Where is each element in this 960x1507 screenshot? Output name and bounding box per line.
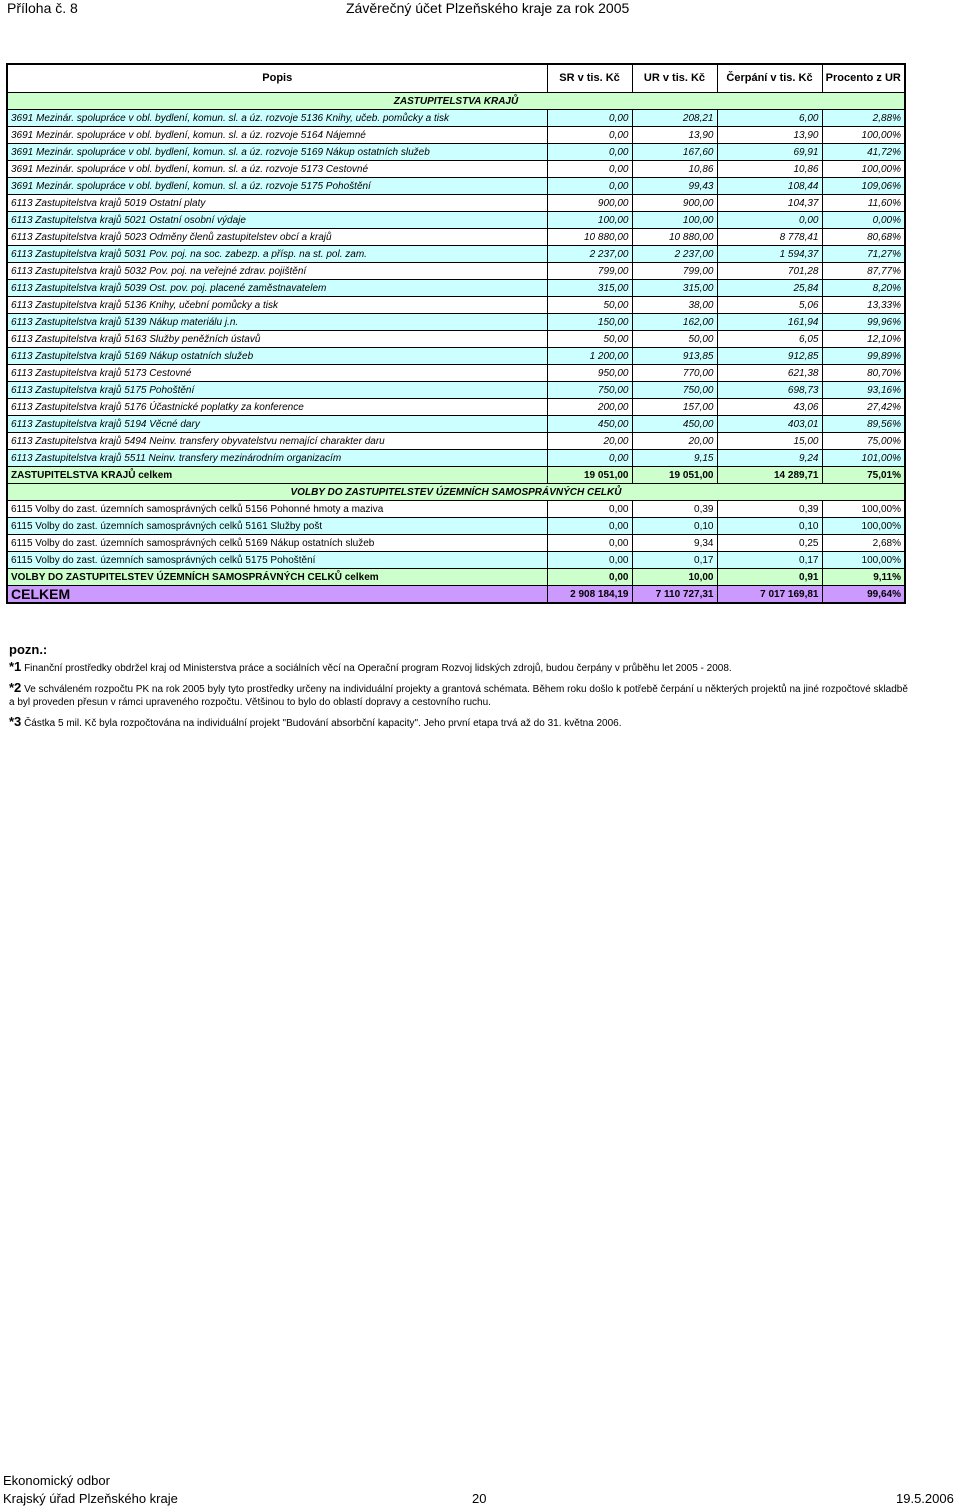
row-cerpani-value: 9,24 bbox=[717, 450, 822, 467]
row-ur-value: 100,00 bbox=[632, 212, 717, 229]
table-row bbox=[7, 144, 905, 161]
row-procento-value: 99,96% bbox=[822, 314, 905, 331]
row-procento-value: 13,33% bbox=[822, 297, 905, 314]
row-description: 6113 Zastupitelstva krajů 5023 Odměny členů zastupitelstev obcí a krajů bbox=[7, 229, 547, 246]
table-row bbox=[7, 212, 905, 229]
row-procento-value: 100,00% bbox=[822, 518, 905, 535]
budget-table bbox=[6, 63, 906, 604]
table-row bbox=[7, 246, 905, 263]
row-cerpani-value: 10,86 bbox=[717, 161, 822, 178]
row-procento-value: 89,56% bbox=[822, 416, 905, 433]
row-procento-value: 99,89% bbox=[822, 348, 905, 365]
note-text: Částka 5 mil. Kč byla rozpočtována na individuální projekt "Budování absorbční kapacity". Jeho první etapa trvá až do 31. května 2006. bbox=[24, 718, 622, 729]
row-description: 6113 Zastupitelstva krajů 5194 Věcné dary bbox=[7, 416, 547, 433]
row-sr-value: 0,00 bbox=[547, 127, 632, 144]
row-sr-value: 799,00 bbox=[547, 263, 632, 280]
row-ur-value: 750,00 bbox=[632, 382, 717, 399]
row-cerpani-value: 8 778,41 bbox=[717, 229, 822, 246]
row-procento-value: 100,00% bbox=[822, 501, 905, 518]
table-row bbox=[7, 178, 905, 195]
row-description: 3691 Mezinár. spolupráce v obl. bydlení, komun. sl. a úz. rozvoje 5164 Nájemné bbox=[7, 127, 547, 144]
row-cerpani-value: 0,17 bbox=[717, 552, 822, 569]
table-row bbox=[7, 416, 905, 433]
row-ur-value: 38,00 bbox=[632, 297, 717, 314]
table-row bbox=[7, 161, 905, 178]
row-description: 6113 Zastupitelstva krajů 5173 Cestovné bbox=[7, 365, 547, 382]
table-row bbox=[7, 127, 905, 144]
row-sr-value: 0,00 bbox=[547, 518, 632, 535]
row-cerpani-value: 104,37 bbox=[717, 195, 822, 212]
row-ur-value: 2 237,00 bbox=[632, 246, 717, 263]
grand-total-row bbox=[7, 586, 905, 604]
row-description: ZASTUPITELSTVA KRAJŮ celkem bbox=[7, 467, 547, 484]
header-attachment: Příloha č. 8 bbox=[7, 0, 78, 16]
row-ur-value: 162,00 bbox=[632, 314, 717, 331]
row-description: 6113 Zastupitelstva krajů 5169 Nákup ostatních služeb bbox=[7, 348, 547, 365]
row-cerpani-value: 6,05 bbox=[717, 331, 822, 348]
row-procento-value: 80,68% bbox=[822, 229, 905, 246]
note-item bbox=[9, 681, 909, 709]
footer-office: Krajský úřad Plzeňského kraje bbox=[3, 1491, 178, 1506]
row-cerpani-value: 0,00 bbox=[717, 212, 822, 229]
table-row bbox=[7, 535, 905, 552]
row-sr-value: 750,00 bbox=[547, 382, 632, 399]
row-description: 6113 Zastupitelstva krajů 5139 Nákup materiálu j.n. bbox=[7, 314, 547, 331]
table-row bbox=[7, 195, 905, 212]
row-ur-value: 770,00 bbox=[632, 365, 717, 382]
row-cerpani-value: 14 289,71 bbox=[717, 467, 822, 484]
row-ur-value: 157,00 bbox=[632, 399, 717, 416]
row-procento-value: 101,00% bbox=[822, 450, 905, 467]
table-row bbox=[7, 110, 905, 127]
row-procento-value: 80,70% bbox=[822, 365, 905, 382]
table-row bbox=[7, 501, 905, 518]
table-row bbox=[7, 297, 905, 314]
row-description: 6115 Volby do zast. územních samosprávných celků 5169 Nákup ostatních služeb bbox=[7, 535, 547, 552]
row-description: 6113 Zastupitelstva krajů 5039 Ost. pov. poj. placené zaměstnavatelem bbox=[7, 280, 547, 297]
table-row bbox=[7, 450, 905, 467]
col-header-ur: UR v tis. Kč bbox=[632, 64, 717, 93]
row-cerpani-value: 0,91 bbox=[717, 569, 822, 586]
row-procento-value: 75,01% bbox=[822, 467, 905, 484]
row-sr-value: 900,00 bbox=[547, 195, 632, 212]
row-cerpani-value: 43,06 bbox=[717, 399, 822, 416]
row-procento-value: 109,06% bbox=[822, 178, 905, 195]
row-cerpani-value: 25,84 bbox=[717, 280, 822, 297]
row-cerpani-value: 7 017 169,81 bbox=[717, 586, 822, 604]
row-cerpani-value: 5,06 bbox=[717, 297, 822, 314]
section-header-row bbox=[7, 484, 905, 501]
table-row bbox=[7, 314, 905, 331]
row-cerpani-value: 912,85 bbox=[717, 348, 822, 365]
row-ur-value: 0,10 bbox=[632, 518, 717, 535]
row-ur-value: 19 051,00 bbox=[632, 467, 717, 484]
total-row bbox=[7, 467, 905, 484]
notes-title: pozn.: bbox=[9, 642, 48, 657]
row-cerpani-value: 698,73 bbox=[717, 382, 822, 399]
row-procento-value: 100,00% bbox=[822, 552, 905, 569]
row-sr-value: 950,00 bbox=[547, 365, 632, 382]
row-procento-value: 8,20% bbox=[822, 280, 905, 297]
row-description: 6115 Volby do zast. územních samosprávných celků 5156 Pohonné hmoty a maziva bbox=[7, 501, 547, 518]
row-cerpani-value: 13,90 bbox=[717, 127, 822, 144]
row-sr-value: 0,00 bbox=[547, 569, 632, 586]
row-sr-value: 100,00 bbox=[547, 212, 632, 229]
row-description: 6113 Zastupitelstva krajů 5021 Ostatní osobní výdaje bbox=[7, 212, 547, 229]
note-item bbox=[9, 660, 909, 675]
row-description: 6113 Zastupitelstva krajů 5163 Služby peněžních ústavů bbox=[7, 331, 547, 348]
table-row bbox=[7, 552, 905, 569]
row-sr-value: 0,00 bbox=[547, 144, 632, 161]
row-ur-value: 7 110 727,31 bbox=[632, 586, 717, 604]
col-header-popis: Popis bbox=[7, 64, 547, 93]
row-procento-value: 2,68% bbox=[822, 535, 905, 552]
note-item bbox=[9, 715, 909, 730]
row-description: 6113 Zastupitelstva krajů 5511 Neinv. transfery mezinárodním organizacím bbox=[7, 450, 547, 467]
section-title: ZASTUPITELSTVA KRAJŮ bbox=[7, 93, 905, 110]
row-sr-value: 20,00 bbox=[547, 433, 632, 450]
row-cerpani-value: 403,01 bbox=[717, 416, 822, 433]
row-procento-value: 9,11% bbox=[822, 569, 905, 586]
row-cerpani-value: 1 594,37 bbox=[717, 246, 822, 263]
row-procento-value: 71,27% bbox=[822, 246, 905, 263]
row-sr-value: 50,00 bbox=[547, 297, 632, 314]
footer-date: 19.5.2006 bbox=[896, 1491, 954, 1506]
row-description: 3691 Mezinár. spolupráce v obl. bydlení, komun. sl. a úz. rozvoje 5173 Cestovné bbox=[7, 161, 547, 178]
row-cerpani-value: 15,00 bbox=[717, 433, 822, 450]
row-sr-value: 0,00 bbox=[547, 501, 632, 518]
row-sr-value: 10 880,00 bbox=[547, 229, 632, 246]
row-sr-value: 0,00 bbox=[547, 450, 632, 467]
row-sr-value: 0,00 bbox=[547, 161, 632, 178]
row-procento-value: 100,00% bbox=[822, 127, 905, 144]
row-ur-value: 0,39 bbox=[632, 501, 717, 518]
row-cerpani-value: 108,44 bbox=[717, 178, 822, 195]
row-ur-value: 9,15 bbox=[632, 450, 717, 467]
row-cerpani-value: 6,00 bbox=[717, 110, 822, 127]
row-description: 3691 Mezinár. spolupráce v obl. bydlení, komun. sl. a úz. rozvoje 5136 Knihy, učeb. pomůcky a tisk bbox=[7, 110, 547, 127]
row-description: 6113 Zastupitelstva krajů 5136 Knihy, učební pomůcky a tisk bbox=[7, 297, 547, 314]
row-sr-value: 200,00 bbox=[547, 399, 632, 416]
row-description: 3691 Mezinár. spolupráce v obl. bydlení, komun. sl. a úz. rozvoje 5169 Nákup ostatních služeb bbox=[7, 144, 547, 161]
row-ur-value: 315,00 bbox=[632, 280, 717, 297]
row-ur-value: 10,00 bbox=[632, 569, 717, 586]
row-cerpani-value: 69,91 bbox=[717, 144, 822, 161]
table-row bbox=[7, 382, 905, 399]
section-header-row bbox=[7, 93, 905, 110]
row-sr-value: 1 200,00 bbox=[547, 348, 632, 365]
row-procento-value: 75,00% bbox=[822, 433, 905, 450]
row-procento-value: 87,77% bbox=[822, 263, 905, 280]
row-ur-value: 99,43 bbox=[632, 178, 717, 195]
note-text: Ve schváleném rozpočtu PK na rok 2005 byly tyto prostředky určeny na individuální projekty a grantová schémata. Během roku došlo k potřebě čerpání u některých projektů na jiné rozpočtové skladbě a byl proveden přesun v rámci upraveného rozpočtu. Většinou to bylo do oblastí dopravy a cestovního ruchu. bbox=[9, 684, 908, 708]
col-header-cerpani: Čerpání v tis. Kč bbox=[717, 64, 822, 93]
table-row bbox=[7, 399, 905, 416]
row-cerpani-value: 0,25 bbox=[717, 535, 822, 552]
row-ur-value: 20,00 bbox=[632, 433, 717, 450]
table-row bbox=[7, 229, 905, 246]
row-description: 6115 Volby do zast. územních samosprávných celků 5175 Pohoštění bbox=[7, 552, 547, 569]
row-ur-value: 208,21 bbox=[632, 110, 717, 127]
row-sr-value: 315,00 bbox=[547, 280, 632, 297]
row-procento-value: 0,00% bbox=[822, 212, 905, 229]
col-header-procento: Procento z UR bbox=[822, 64, 905, 93]
note-mark: *3 bbox=[9, 714, 22, 729]
row-ur-value: 450,00 bbox=[632, 416, 717, 433]
table-header-row bbox=[7, 64, 905, 93]
row-procento-value: 41,72% bbox=[822, 144, 905, 161]
row-description: 6113 Zastupitelstva krajů 5494 Neinv. transfery obyvatelstvu nemající charakter daru bbox=[7, 433, 547, 450]
table-body bbox=[7, 93, 905, 604]
row-sr-value: 450,00 bbox=[547, 416, 632, 433]
row-cerpani-value: 161,94 bbox=[717, 314, 822, 331]
row-ur-value: 10,86 bbox=[632, 161, 717, 178]
row-ur-value: 0,17 bbox=[632, 552, 717, 569]
row-description: 6113 Zastupitelstva krajů 5031 Pov. poj. na soc. zabezp. a přísp. na st. pol. zam. bbox=[7, 246, 547, 263]
total-row bbox=[7, 569, 905, 586]
table-row bbox=[7, 263, 905, 280]
row-description: CELKEM bbox=[7, 586, 547, 604]
row-cerpani-value: 701,28 bbox=[717, 263, 822, 280]
row-procento-value: 11,60% bbox=[822, 195, 905, 212]
row-description: VOLBY DO ZASTUPITELSTEV ÚZEMNÍCH SAMOSPRÁVNÝCH CELKŮ celkem bbox=[7, 569, 547, 586]
row-cerpani-value: 0,39 bbox=[717, 501, 822, 518]
row-procento-value: 93,16% bbox=[822, 382, 905, 399]
row-procento-value: 27,42% bbox=[822, 399, 905, 416]
row-sr-value: 0,00 bbox=[547, 535, 632, 552]
table-row bbox=[7, 331, 905, 348]
notes-section bbox=[9, 643, 909, 736]
row-description: 6113 Zastupitelstva krajů 5176 Účastnické poplatky za konference bbox=[7, 399, 547, 416]
header-title: Závěrečný účet Plzeňského kraje za rok 2005 bbox=[346, 0, 630, 16]
row-cerpani-value: 621,38 bbox=[717, 365, 822, 382]
footer-page-number: 20 bbox=[472, 1491, 487, 1506]
row-ur-value: 799,00 bbox=[632, 263, 717, 280]
table-row bbox=[7, 433, 905, 450]
row-ur-value: 167,60 bbox=[632, 144, 717, 161]
row-description: 6115 Volby do zast. územních samosprávných celků 5161 Služby pošt bbox=[7, 518, 547, 535]
row-ur-value: 50,00 bbox=[632, 331, 717, 348]
row-description: 6113 Zastupitelstva krajů 5175 Pohoštění bbox=[7, 382, 547, 399]
note-mark: *2 bbox=[9, 680, 22, 695]
row-ur-value: 9,34 bbox=[632, 535, 717, 552]
footer-department: Ekonomický odbor bbox=[3, 1473, 110, 1488]
row-sr-value: 19 051,00 bbox=[547, 467, 632, 484]
row-sr-value: 0,00 bbox=[547, 110, 632, 127]
row-sr-value: 2 237,00 bbox=[547, 246, 632, 263]
row-procento-value: 99,64% bbox=[822, 586, 905, 604]
row-ur-value: 913,85 bbox=[632, 348, 717, 365]
row-sr-value: 50,00 bbox=[547, 331, 632, 348]
note-text: Finanční prostředky obdržel kraj od Ministerstva práce a sociálních věcí na Operační program Rozvoj lidských zdrojů, budou čerpány v průběhu let 2005 - 2008. bbox=[24, 663, 732, 674]
col-header-sr: SR v tis. Kč bbox=[547, 64, 632, 93]
row-procento-value: 12,10% bbox=[822, 331, 905, 348]
table-row bbox=[7, 348, 905, 365]
row-sr-value: 150,00 bbox=[547, 314, 632, 331]
row-cerpani-value: 0,10 bbox=[717, 518, 822, 535]
row-description: 6113 Zastupitelstva krajů 5019 Ostatní platy bbox=[7, 195, 547, 212]
table-row bbox=[7, 365, 905, 382]
row-procento-value: 2,88% bbox=[822, 110, 905, 127]
row-sr-value: 0,00 bbox=[547, 552, 632, 569]
row-description: 3691 Mezinár. spolupráce v obl. bydlení, komun. sl. a úz. rozvoje 5175 Pohoštění bbox=[7, 178, 547, 195]
row-ur-value: 10 880,00 bbox=[632, 229, 717, 246]
section-title: VOLBY DO ZASTUPITELSTEV ÚZEMNÍCH SAMOSPRÁVNÝCH CELKŮ bbox=[7, 484, 905, 501]
table-row bbox=[7, 280, 905, 297]
row-sr-value: 0,00 bbox=[547, 178, 632, 195]
row-description: 6113 Zastupitelstva krajů 5032 Pov. poj. na veřejné zdrav. pojištění bbox=[7, 263, 547, 280]
table-row bbox=[7, 518, 905, 535]
row-procento-value: 100,00% bbox=[822, 161, 905, 178]
note-mark: *1 bbox=[9, 659, 22, 674]
row-ur-value: 900,00 bbox=[632, 195, 717, 212]
row-sr-value: 2 908 184,19 bbox=[547, 586, 632, 604]
row-ur-value: 13,90 bbox=[632, 127, 717, 144]
